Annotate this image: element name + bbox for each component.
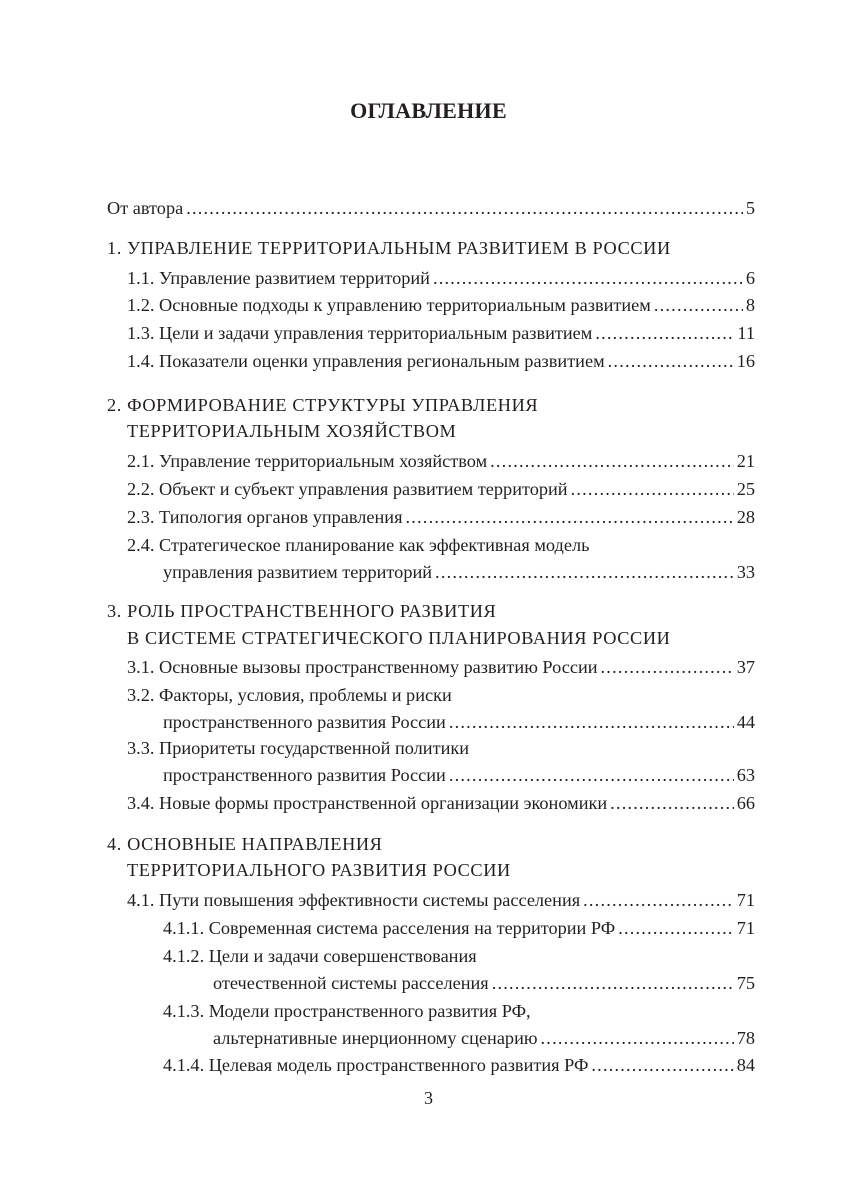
toc-page-number: 28 — [736, 507, 755, 527]
toc-entry-title: 4.1.2. Цели и задачи совершенствования — [163, 946, 477, 966]
toc-page-number: 44 — [736, 712, 755, 732]
toc-entry — [127, 350, 755, 372]
toc-entry-title: 4. ОСНОВНЫЕ НАПРАВЛЕНИЯ — [107, 834, 383, 854]
toc-entry-title: 4.1.3. Модели пространственного развития РФ, — [163, 1001, 531, 1021]
toc-page-number: 5 — [745, 198, 755, 218]
toc-page-number: 16 — [736, 351, 755, 371]
page-number: 3 — [424, 1088, 433, 1108]
toc-entry-title: 3.3. Приоритеты государственной политики — [127, 738, 470, 758]
toc-entry-title: В СИСТЕМЕ СТРАТЕГИЧЕСКОГО ПЛАНИРОВАНИЯ РОССИИ — [127, 628, 671, 648]
toc-entry-title: 1.4. Показатели оценки управления региональным развитием — [127, 351, 605, 371]
toc-entry — [127, 737, 469, 759]
toc-entry — [163, 1000, 531, 1022]
toc-section-heading — [127, 627, 670, 649]
dot-leader — [433, 267, 743, 289]
toc-entry — [127, 450, 755, 472]
toc-entry-title: 1.3. Цели и задачи управления территориальным развитием — [127, 323, 593, 343]
toc-entry — [213, 972, 755, 994]
toc-page-number: 71 — [736, 918, 755, 938]
toc-entry-title: 2. ФОРМИРОВАНИЕ СТРУКТУРЫ УПРАВЛЕНИЯ — [107, 395, 539, 415]
toc-entry — [127, 534, 589, 556]
toc-entry — [127, 267, 755, 289]
toc-page-number: 25 — [736, 479, 755, 499]
dot-leader — [610, 792, 734, 814]
dot-leader — [654, 294, 743, 316]
toc-entry — [127, 478, 755, 500]
toc-entry-title: 4.1.4. Целевая модель пространственного развития РФ — [163, 1055, 589, 1075]
toc-entry-title: пространственного развития России — [163, 765, 446, 785]
dot-leader — [490, 450, 734, 472]
toc-entry-title: 3.1. Основные вызовы пространственному развитию России — [127, 657, 598, 677]
toc-entry-title: отечественной системы расселения — [213, 973, 489, 993]
toc-page-number: 84 — [736, 1055, 755, 1075]
toc-section-heading — [107, 833, 382, 855]
toc-entry-title: пространственного развития России — [163, 712, 446, 732]
toc-entry — [127, 656, 755, 678]
toc-entry — [127, 889, 755, 911]
toc-section-heading — [107, 394, 538, 416]
dot-leader — [541, 1027, 734, 1049]
toc-page-number: 11 — [737, 323, 755, 343]
toc-page-number: 78 — [736, 1028, 755, 1048]
toc-page-number: 71 — [736, 890, 755, 910]
dot-leader — [571, 478, 734, 500]
toc-entry — [127, 684, 452, 706]
toc-page-number: 63 — [736, 765, 755, 785]
toc-entry-title: 1.1. Управление развитием территорий — [127, 268, 430, 288]
page-title: ОГЛАВЛЕНИЕ — [350, 98, 507, 123]
toc-entry-title: альтернативные инерционному сценарию — [213, 1028, 538, 1048]
toc-entry-title: 4.1.1. Современная система расселения на территории РФ — [163, 918, 616, 938]
toc-entry-title: ТЕРРИТОРИАЛЬНОГО РАЗВИТИЯ РОССИИ — [127, 860, 511, 880]
toc-entry — [127, 506, 755, 528]
toc-page-number: 33 — [736, 562, 755, 582]
toc-entry-title: 1. УПРАВЛЕНИЕ ТЕРРИТОРИАЛЬНЫМ РАЗВИТИЕМ В РОССИИ — [107, 238, 671, 258]
dot-leader — [449, 711, 734, 733]
dot-leader — [186, 197, 743, 219]
dot-leader — [595, 322, 734, 344]
toc-entry-title: 2.2. Объект и субъект управления развитием территорий — [127, 479, 568, 499]
dot-leader — [435, 561, 734, 583]
toc-entry-title: 2.3. Типология органов управления — [127, 507, 403, 527]
toc-entry-title: 3. РОЛЬ ПРОСТРАНСТВЕННОГО РАЗВИТИЯ — [107, 601, 497, 621]
dot-leader — [449, 764, 734, 786]
toc-entry — [107, 197, 755, 219]
toc-entry-title: 3.4. Новые формы пространственной организации экономики — [127, 793, 608, 813]
dot-leader — [492, 972, 734, 994]
toc-entry-title: 3.2. Факторы, условия, проблемы и риски — [127, 685, 452, 705]
toc-page-number: 66 — [736, 793, 755, 813]
toc-page-number: 75 — [736, 973, 755, 993]
toc-page-number: 21 — [736, 451, 755, 471]
dot-leader — [608, 350, 734, 372]
dot-leader — [591, 1054, 733, 1076]
dot-leader — [618, 917, 734, 939]
toc-entry — [163, 764, 755, 786]
toc-entry-title: От автора — [107, 198, 184, 218]
toc-entry-title: 2.4. Стратегическое планирование как эффективная модель — [127, 535, 590, 555]
toc-page-number: 6 — [745, 268, 755, 288]
toc-entry — [213, 1027, 755, 1049]
toc-page-number: 37 — [736, 657, 755, 677]
toc-entry-title: 1.2. Основные подходы к управлению территориальным развитием — [127, 295, 651, 315]
toc-entry — [163, 1054, 755, 1076]
toc-section-heading — [127, 420, 456, 442]
toc-entry-title: ТЕРРИТОРИАЛЬНЫМ ХОЗЯЙСТВОМ — [127, 421, 457, 441]
toc-entry — [163, 711, 755, 733]
toc-entry — [127, 792, 755, 814]
toc-entry-title: управления развитием территорий — [163, 562, 433, 582]
toc-section-heading — [107, 600, 496, 622]
dot-leader — [406, 506, 734, 528]
toc-page-number: 8 — [745, 295, 755, 315]
toc-entry-title: 4.1. Пути повышения эффективности системы расселения — [127, 890, 581, 910]
toc-entry — [127, 322, 755, 344]
toc-entry — [163, 917, 755, 939]
toc-entry — [163, 561, 755, 583]
toc-section-heading — [127, 859, 511, 881]
dot-leader — [601, 656, 734, 678]
toc-entry — [127, 294, 755, 316]
toc-entry — [163, 945, 477, 967]
toc-entry-title: 2.1. Управление территориальным хозяйством — [127, 451, 488, 471]
dot-leader — [583, 889, 734, 911]
toc-section-heading — [107, 237, 671, 259]
